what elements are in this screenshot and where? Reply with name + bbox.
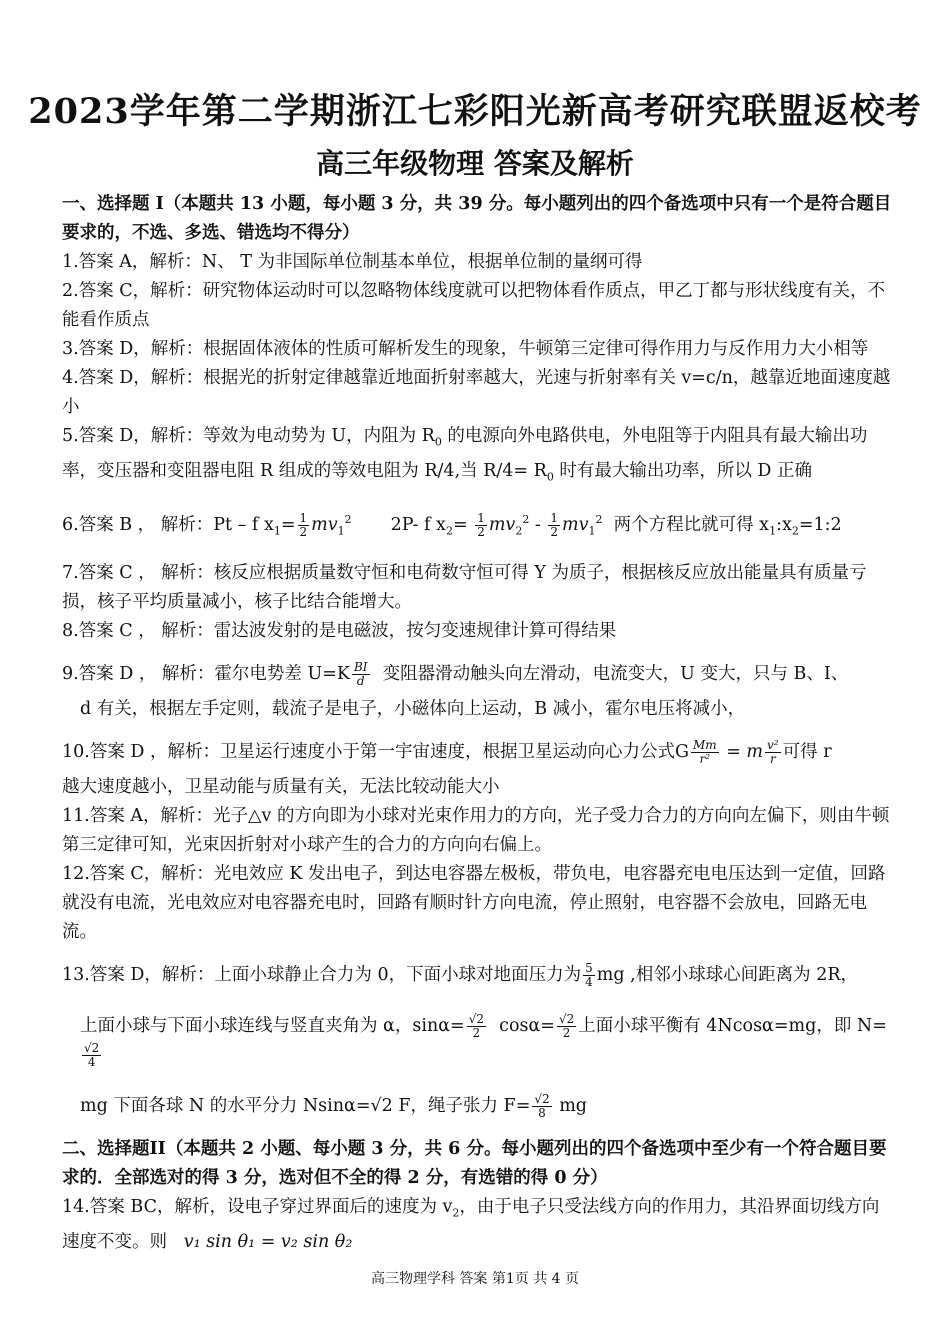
answer-11: 11.答案 A，解析：光子△v 的方向即为小球对光束作用力的方向，光子受力合力的方向向左偏下，则由牛顿第三定律可知，光束因折射对小球产生的合力的方向向右偏上。: [62, 806, 890, 856]
answer-13-line2: 上面小球与下面小球连线与竖直夹角为 α，sinα= $\frac{√2}{2}$ cosα= $\frac{√2}{2}$ 上面小球平衡有 4Ncosα=mg，即 N= $\frac{√2}{4}$: [80, 1012, 887, 1070]
answer-9: 9.答案 D ， 解析：霍尔电势差 U=K $\frac{BI}{d}$ 变阻器滑动触头向左滑动，电流变大，U 变大，只与 B、I、: [62, 660, 849, 689]
page-title: 2023学年第二学期浙江七彩阳光新高考研究联盟返校考: [28, 91, 922, 132]
answer-9-cont: d 有关，根据左手定则，载流子是电子，小磁体向上运动，B 减小，霍尔电压将减小，: [80, 699, 746, 720]
answer-13: 13.答案 D，解析：上面小球静止合力为 0，下面小球对地面压力为 $\frac{5}{4}$ mg ,相邻小球球心间距离为 2R，: [62, 961, 859, 990]
answer-7: 7.答案 C ， 解析：核反应根据质量数守恒和电荷数守恒可得 Y 为质子，根据核反应放出能量具有质量亏损，核子平均质量减小，核子比结合能增大。: [62, 563, 867, 613]
answer-6: 6.答案 B ， 解析：Pt – f $x_1=$ $\frac{1}{2}$ $mv_1^2$ 2P- f $x_2=$ $\frac{1}{2}$ $mv_2^2$ - $\frac{1}{2}$ $mv_1^2$ 两个方程比就可得 $x_1:x_2=1:2$: [62, 510, 842, 539]
answer-10-cont: 越大速度越小，卫星动能与质量有关，无法比较动能大小: [62, 777, 500, 798]
page-footer: 高三物理学科 答案 第1页 共 4 页: [370, 1271, 580, 1287]
answer-14: 14.答案 BC，解析，设电子穿过界面后的速度为 $v_2$，由于电子只受法线方向的作用力，其沿界面切线方向速度不变。则 v₁ sin θ₁ = v₂ sin θ₂: [62, 1197, 880, 1252]
answer-2: 2.答案 C，解析：研究物体运动时可以忽略物体线度就可以把物体看作质点，甲乙丁都与形状线度有关，不能看作质点: [62, 281, 886, 330]
answer-1: 1.答案 A，解析：N、 T 为非国际单位制基本单位，根据单位制的量纲可得: [62, 252, 643, 272]
answer-5: 5.答案 D，解析：等效为电动势为 U，内阻为 $R_0$ 的电源向外电路供电，外电阻等于内阻具有最大输出功率，变压器和变阻器电阻 R 组成的等效电阻为 R/4,当 $R/4= R_0$ 时有最大输出功率，所以 D 正确: [62, 426, 868, 483]
section-1-heading: 一、选择题 I（本题共 13 小题，每小题 3 分，共 39 分。每小题列出的四个备选项中只有一个是符合题目要求的，不选、多选、错选均不得分）: [62, 194, 892, 243]
answer-content: [62, 190, 892, 1257]
answer-13-line3: mg 下面各球 N 的水平分力 Nsinα=√2 F，绳子张力 F= $\frac{√2}{8}$ mg: [80, 1092, 587, 1121]
answer-14-formula: v₁ sin θ₁ = v₂ sin θ₂: [183, 1231, 353, 1252]
section-2-heading: 二、选择题II（本题共 2 小题、每小题 3 分，共 6 分。每小题列出的四个备选项中至少有一个符合题目要求的．全部选对的得 3 分，选对但不全的得 2 分，有选错的得 0 分）: [62, 1139, 887, 1189]
answer-8: 8.答案 C ， 解析：雷达波发射的是电磁波，按匀变速规律计算可得结果: [62, 621, 617, 642]
answer-4: 4.答案 D，解析：根据光的折射定律越靠近地面折射率越大，光速与折射率有关 v=c/n，越靠近地面速度越小: [62, 368, 891, 417]
answer-12: 12.答案 C，解析：光电效应 K 发出电子，到达电容器左极板，带负电，电容器充电电压达到一定值，回路就没有电流，光电效应对电容器充电时，回路有顺时针方向电流，停止照射，电容器不会放电，回路无电流。: [62, 864, 886, 943]
answer-10: 10.答案 D ，解析：卫星运行速度小于第一宇宙速度，根据卫星运动向心力公式G $\frac{Mm}{\text{r²}}$ = m $\frac{\text{v²}}{r}$ 可得 r: [62, 738, 832, 767]
page-subtitle: 高三年级物理 答案及解析: [316, 147, 634, 180]
answer-3: 3.答案 D，解析：根据固体液体的性质可解析发生的现象，牛顿第三定律可得作用力与反作用力大小相等: [62, 339, 869, 359]
